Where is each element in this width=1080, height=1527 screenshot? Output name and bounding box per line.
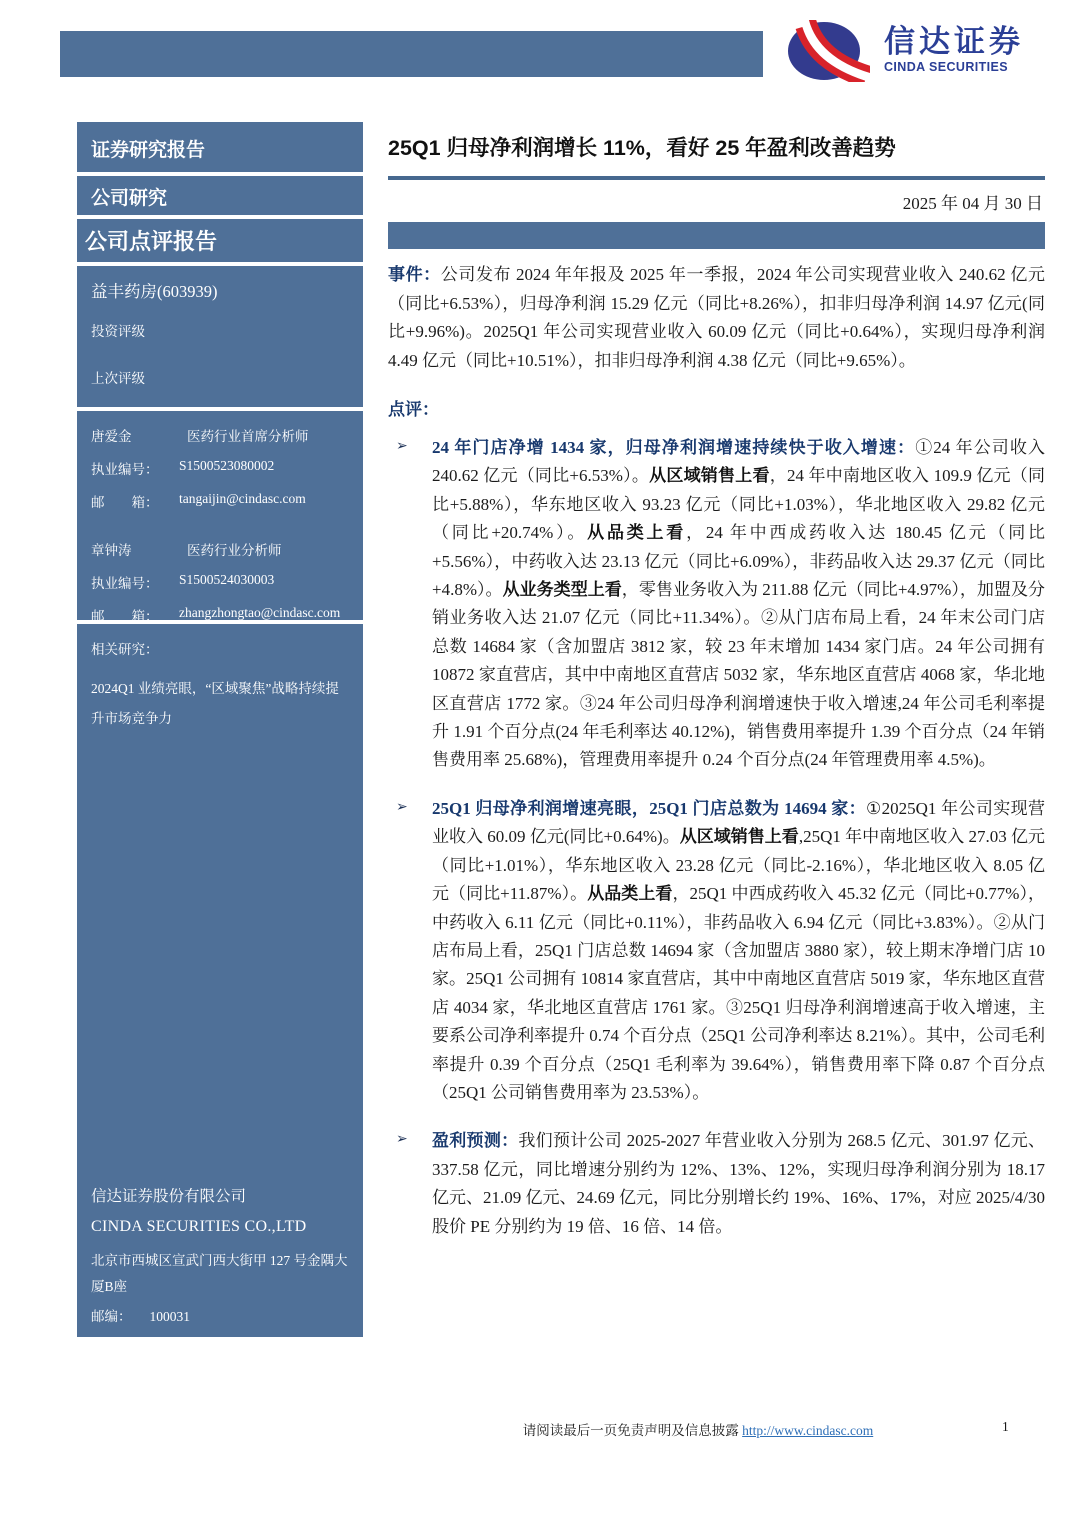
text-segment: ①24 年公司收入 240.62 亿元（同比+6.53%）。 [432, 438, 1045, 486]
text-segment: 盈利预测： [432, 1131, 519, 1151]
report-date: 2025 年 04 月 30 日 [902, 194, 1043, 213]
text-segment: 从区域销售上看 [679, 827, 799, 847]
investment-rating-label: 投资评级 [91, 324, 145, 339]
related-research-label: 相关研究： [91, 642, 159, 657]
postcode-value: 100031 [149, 1309, 190, 1324]
main-content [388, 131, 1045, 1241]
text-segment: 从品类上看 [587, 884, 673, 904]
footer-link[interactable]: http://www.cindasc.com [742, 1423, 874, 1438]
analyst-name: 章钟涛 [91, 543, 132, 558]
text-segment: 我们预计公司 2025-2027 年营业收入分别为 268.5 亿元、301.97 亿元、337.58 亿元，同比增速分别约为 12%、13%、12%，实现归母净利润分别为 18.17 亿元、21.09 亿元、24.69 亿元，同比分别增长约 19%、16%、17%，对应 2025/4/30 股价 PE 分别约为 19 倍、16 倍、14 倍。 [432, 1131, 1046, 1236]
analyst-block [91, 425, 349, 511]
bullet-item [388, 795, 1045, 1107]
page-number: 1 [1002, 1419, 1009, 1434]
footer-disclaimer: 请阅读最后一页免责声明及信息披露 [522, 1423, 739, 1438]
analyst-email-label: 邮 箱： [91, 495, 159, 510]
company-postcode [91, 1305, 355, 1325]
text-segment: ，25Q1 中西成药收入 45.32 亿元（同比+0.77%），中药收入 6.11 亿元（同比+0.11%），非药品收入 6.94 亿元（同比+3.83%）。②从门店布局上看，25Q1 门店总数 14694 家（含加盟店 3880 家），较上期末净增门店 10 家。25Q1 公司拥有 10814 家直营店，其中中南地区直营店 5019 家，华东地区直营店 4034 家，华北地区直营店 1761 家。③25Q1 归母净利润增速高于收入增速，主要系公司净利率提升 0.74 个百分点（25Q1 公司净利率达 8.21%）。其中，公司毛利率提升 0.39 个百分点（25Q1 毛利率为 39.64%），销售费用率下降 0.87 个百分点（25Q1 公司销售费用率为 23.53%）。 [432, 884, 1046, 1102]
sidebar [77, 122, 363, 1341]
text-segment: 从品类上看 [587, 523, 687, 543]
analyst-name: 唐爱金 [91, 429, 132, 444]
analyst-email-label: 邮 箱： [91, 609, 159, 624]
event-text: 公司发布 2024 年年报及 2025 年一季报，2024 年公司实现营业收入 240.62 亿元（同比+6.53%），归母净利润 15.29 亿元（同比+8.26%），扣非归母净利润 14.97 亿元(同比+9.96%)。2025Q1 年公司实现营业收入 60.09 亿元（同比+0.64%），实现归母净利润 4.49 亿元（同比+10.51%），扣非归母净利润 4.38 亿元（同比+9.65%）。 [388, 265, 1046, 370]
text-segment: 24 年门店净增 1434 家，归母净利润增速持续快于收入增速： [432, 438, 916, 457]
analyst-title: 医药行业分析师 [187, 543, 282, 558]
text-segment: 从区域销售上看 [649, 466, 770, 486]
sidebar-stock-info [77, 266, 363, 407]
sidebar-heading-securities-research: 证券研究报告 [77, 122, 363, 172]
bullet-text [432, 1127, 1045, 1241]
analyst-email: tangaijin@cindasc.com [179, 491, 306, 506]
bullet-text [432, 434, 1045, 775]
text-segment: ,25Q1 年中南地区收入 27.03 亿元（同比+1.01%），华东地区收入 23.28 亿元（同比-2.16%），华北地区收入 8.05 亿元（同比+11.87%）。 [432, 827, 1045, 904]
cinda-logo-icon [782, 20, 870, 82]
related-research-item: 2024Q1 业绩亮眼，“区域聚焦”战略持续提升市场竞争力 [91, 681, 339, 726]
sidebar-heading-company-review: 公司点评报告 [77, 219, 363, 262]
section-divider-bar [388, 222, 1045, 249]
text-segment: ，24 年中南地区收入 109.9 亿元（同比+5.88%），华东地区收入 93.23 亿元（同比+1.03%），华北地区收入 29.82 亿元（同比+20.74%）。 [432, 466, 1046, 543]
logo-text-en: CINDA SECURITIES [884, 60, 1009, 74]
footer [388, 1419, 1008, 1439]
analyst-email: zhangzhongtao@cindasc.com [179, 605, 341, 620]
bullet-arrow-icon: ➢ [396, 1130, 408, 1147]
title-divider [388, 176, 1045, 180]
analyst-title: 医药行业首席分析师 [187, 429, 309, 444]
event-paragraph [388, 261, 1045, 375]
analyst-reg-label: 执业编号： [91, 576, 159, 591]
sidebar-analysts [77, 411, 363, 624]
sidebar-related-research [77, 624, 363, 1337]
company-name-cn: 信达证券股份有限公司 [91, 1188, 247, 1205]
text-segment: ，零售业务收入为 211.88 亿元（同比+4.97%），加盟及分销业务收入达 21.07 亿元（同比+11.34%）。②从门店布局上看，24 年末公司门店总数 14684 家（含加盟店 3812 家，较 23 年末增加 1434 家门店。24 年公司拥有 10872 家直营店，其中中南地区直营店 5032 家，华东地区直营店 4068 家，华北地区直营店 1772 家。③24 年公司归母净利润增速快于收入增速,24 年公司毛利率提升 1.91 个百分点(24 年毛利率达 40.12%)，销售费用率提升 1.39 个百分点（24 年销售费用率 25.68%)，管理费用率提升 0.24 个百分点(24 年管理费用率 4.5%)。 [432, 580, 1046, 770]
bullet-arrow-icon: ➢ [396, 797, 408, 814]
bullet-arrow-icon: ➢ [396, 437, 408, 453]
text-segment: 从业务类型上看 [502, 580, 622, 600]
page-title: 25Q1 归母净利润增长 11%，看好 25 年盈利改善趋势 [388, 136, 896, 160]
company-name-en: CINDA SECURITIES CO.,LTD [91, 1218, 307, 1235]
analyst-reg-number: S1500524030003 [179, 572, 275, 587]
text-segment: ①2025Q1 年公司实现营业收入 60.09 亿元(同比+0.64%)。 [432, 798, 1045, 847]
bullet-text [432, 795, 1045, 1107]
comment-label: 点评： [388, 400, 439, 419]
analyst-reg-label: 执业编号： [91, 462, 159, 477]
analyst-reg-number: S1500523080002 [179, 458, 275, 473]
header-rule-bar [60, 31, 763, 77]
text-segment: 25Q1 归母净利润增速亮眼，25Q1 门店总数为 14694 家： [432, 798, 867, 818]
previous-rating-label: 上次评级 [91, 371, 145, 386]
event-label: 事件： [388, 265, 441, 284]
analyst-block [91, 539, 349, 625]
stock-name: 益丰药房(603939) [91, 282, 218, 301]
company-address: 北京市西城区宣武门西大街甲 127 号金隅大厦B座 [91, 1253, 348, 1294]
text-segment: ，24 年中西成药收入达 180.45 亿元（同比+5.56%），中药收入达 23.13 亿元（同比+6.09%），非药品收入达 29.37 亿元（同比+4.8%）。 [432, 523, 1046, 600]
bullet-item [388, 1127, 1045, 1241]
postcode-label: 邮编： [91, 1309, 132, 1324]
company-contact-block [91, 1184, 355, 1325]
logo-text-block [884, 26, 1054, 74]
bullet-item [388, 434, 1045, 775]
logo-text-cn: 信达证券 [884, 24, 1024, 59]
sidebar-heading-company-research: 公司研究 [77, 176, 363, 215]
